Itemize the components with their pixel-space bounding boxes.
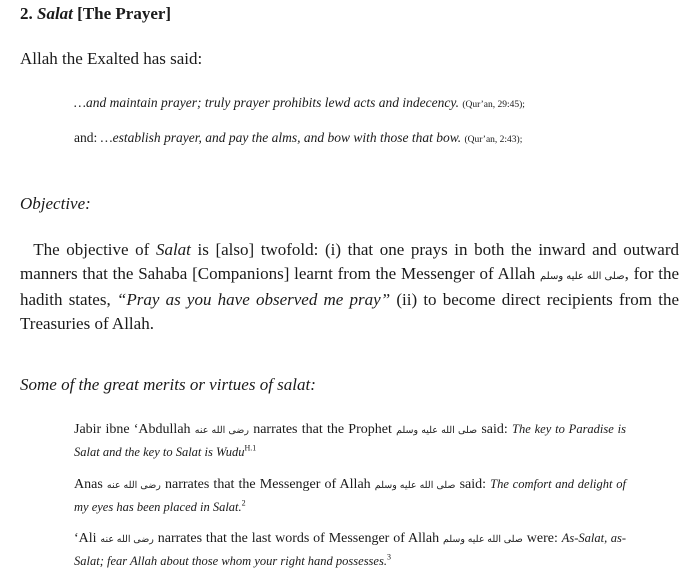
section-heading (20, 4, 171, 24)
footnote-marker[interactable]: .1 (250, 443, 257, 453)
merit-text: Anas (74, 477, 107, 492)
heading-salat: Salat (37, 4, 73, 23)
quote-prefix: and: (74, 130, 101, 145)
arabic-salutation: صلى الله عليه وسلم (374, 481, 456, 491)
arabic-honorific: رضى الله عنه (100, 535, 154, 545)
merit-text: said: (455, 477, 491, 492)
hadith-quote: “Pray as you have observed me pray” (116, 290, 391, 309)
quote-reference: (Qur’an, 29:45); (462, 100, 525, 110)
merit-item (74, 474, 626, 518)
objective-paragraph (20, 238, 679, 335)
objective-title: Objective: (20, 194, 91, 213)
merit-item (74, 528, 626, 572)
merit-text: narrates that the Messenger of Allah (160, 477, 375, 492)
objective-text: (ii) to become direct recipients from the Treasuries of Allah. (20, 290, 679, 333)
arabic-salutation: صلى الله عليه وسلم (540, 270, 625, 282)
quote-text: …and maintain prayer; truly prayer prohibits lewd acts and indecency. (74, 95, 459, 110)
merit-text: narrates that the last words of Messenger of Allah (153, 531, 443, 546)
hadith-quote: The comfort and delight of my eyes has been placed in Salat. (74, 477, 626, 514)
footnote-marker[interactable]: 3 (386, 552, 391, 562)
hadith-quote: The key to Paradise is Salat and the key to Salat is Wudu (74, 422, 627, 459)
arabic-salutation: صلى الله عليه وسلم (442, 535, 523, 545)
objective-text: The objective of (33, 240, 156, 259)
objective-text: is [also] twofold: (i) that one prays in both the inward and outward manners that the Sahaba [Companions] learnt from the Messenger of Allah (20, 240, 679, 283)
arabic-honorific: رضى الله عنه (194, 426, 249, 436)
objective-text: , for the hadith states, (20, 263, 680, 309)
quran-quote (74, 95, 525, 111)
footnote-marker[interactable]: 2 (241, 498, 246, 508)
merit-text: narrates that the Prophet (248, 422, 397, 437)
merit-item (74, 419, 626, 463)
hadith-quote: As-Salat, as-Salat; fear Allah about those whom your right hand possesses. (74, 531, 626, 568)
arabic-honorific: رضى الله عنه (106, 481, 161, 491)
merit-text: were: (522, 531, 562, 546)
merit-text: ‘Ali (74, 531, 101, 546)
intro-text: Allah the Exalted has said: (20, 49, 203, 68)
superscript-mark: H (244, 443, 251, 453)
objective-salat: Salat (155, 240, 191, 259)
merits-title: Some of the great merits or virtues of salat: (20, 375, 316, 394)
arabic-salutation: صلى الله عليه وسلم (396, 426, 478, 436)
heading-number: 2. (20, 4, 33, 23)
merit-text: said: (477, 422, 512, 437)
quote-reference: (Qur’an, 2:43); (464, 135, 523, 145)
quote-text: …establish prayer, and pay the alms, and bow with those that bow. (100, 130, 462, 145)
quran-quote (74, 130, 522, 146)
heading-title: [The Prayer] (77, 4, 172, 23)
merit-text: Jabir ibne ‘Abdullah (74, 422, 195, 437)
